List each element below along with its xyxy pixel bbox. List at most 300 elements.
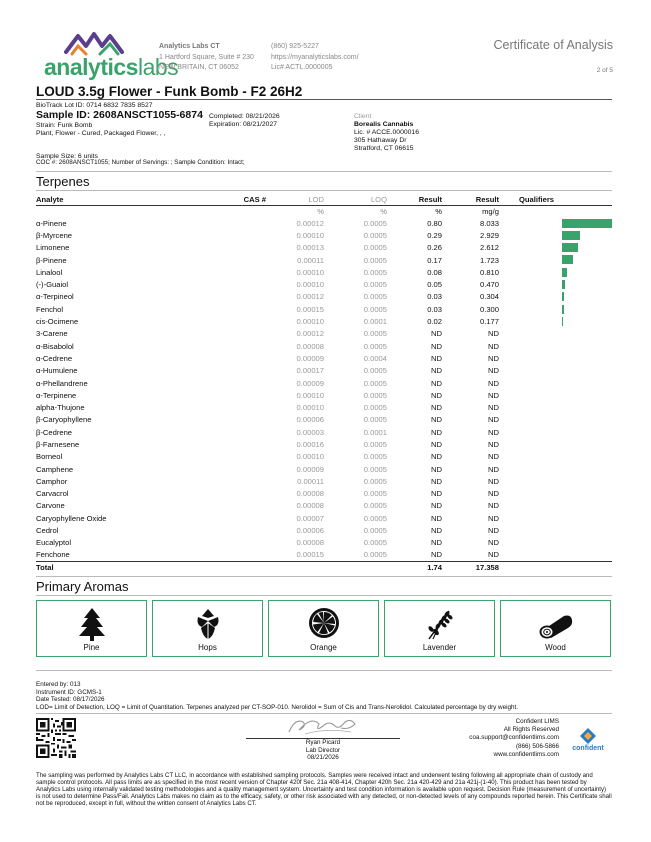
analyte-name: (-)-Guaiol (36, 280, 69, 290)
strain: Strain: Funk Bomb (36, 122, 93, 129)
aroma-card-pine (36, 600, 147, 657)
table-row (36, 365, 612, 377)
qualifier-cell (499, 303, 612, 315)
lims-rights: All Rights Reserved (503, 726, 559, 734)
aromas-title: Primary Aromas (36, 579, 129, 594)
cas-number (226, 488, 266, 500)
analyte-name: Camphene (36, 464, 74, 474)
analyte-name: α-Humulene (36, 366, 78, 376)
lod-note: LOD= Limit of Detection, LOQ = Limit of Quantitation. Terpenes analyzed per CT-SOP-010. Nerolidol = Sum of Cis and Trans-Nerolidol. Calculated percentage by dry weight. (36, 703, 519, 711)
coc-info: COC #: 2608ANSCT1055; Number of Servings: ; Sample Condition: Intact; (36, 159, 245, 166)
aromas-rule (36, 595, 612, 596)
cas-number (226, 328, 266, 340)
col-result-pct: Result (387, 194, 442, 205)
page-number: 2 of 5 (596, 67, 613, 74)
qualifier-cell (499, 389, 612, 401)
table-row (36, 401, 612, 413)
cas-number (226, 303, 266, 315)
terpenes-title: Terpenes (36, 174, 90, 189)
result-mg: ND (488, 489, 499, 499)
qualifier-cell (499, 463, 612, 475)
result-pct: ND (431, 403, 442, 413)
result-bar (562, 219, 612, 228)
result-mg: ND (488, 476, 499, 486)
lod-value: 0.00007 (296, 513, 324, 523)
terpene-table (36, 194, 612, 574)
result-mg: 2.929 (479, 230, 499, 240)
hops-icon (193, 607, 223, 641)
loq-value: 0.0005 (363, 218, 387, 228)
logo-mountain-icon (64, 30, 124, 56)
loq-value: 0.0005 (363, 501, 387, 511)
table-row (36, 524, 612, 536)
analyte-name: Fenchol (36, 304, 64, 314)
analyte-name: β-Myrcene (36, 230, 73, 240)
aroma-card-wood (500, 600, 611, 657)
confident-logo (568, 728, 608, 758)
result-mg: ND (488, 427, 499, 437)
lod-value: 0.00008 (296, 489, 324, 499)
qualifier-cell (499, 242, 612, 254)
cas-number (226, 537, 266, 549)
analyte-name: Linalool (36, 267, 63, 277)
cas-number (226, 549, 266, 561)
result-bar (562, 317, 563, 326)
aroma-card-orange (268, 600, 379, 657)
lod-value: 0.00012 (296, 218, 324, 228)
table-row (36, 242, 612, 254)
result-mg: ND (488, 329, 499, 339)
analyte-name: 3-Carene (36, 329, 68, 339)
cas-number (226, 315, 266, 327)
result-mg: ND (488, 550, 499, 560)
analyte-name: α-Pinene (36, 218, 67, 228)
lod-value: 0.00016 (296, 439, 324, 449)
result-pct: ND (431, 476, 442, 486)
lab-contact-block (271, 42, 381, 74)
lab-license: Lic# ACTL.0000005 (271, 64, 333, 71)
analyte-name: Carvone (36, 501, 65, 511)
table-row (36, 426, 612, 438)
result-bar (562, 268, 567, 277)
result-mg: ND (488, 538, 499, 548)
sample-id: Sample ID: 2608ANSCT1055-6874 (36, 109, 203, 121)
loq-value: 0.0005 (363, 230, 387, 240)
result-pct: 0.03 (427, 304, 442, 314)
loq-value: 0.0005 (363, 513, 387, 523)
lod-value: 0.00010 (296, 403, 324, 413)
lab-address-line1: 1 Hartford Square, Suite # 230 (159, 53, 254, 61)
analyte-name: Fenchone (36, 550, 70, 560)
cas-number (226, 217, 266, 229)
analyte-name: Carvacrol (36, 489, 69, 499)
lod-value: 0.00003 (296, 427, 324, 437)
result-bar (562, 305, 564, 314)
signatory-role: Lab Director (305, 746, 341, 754)
result-pct: 0.05 (427, 280, 442, 290)
lod-value: 0.00006 (296, 415, 324, 425)
table-row (36, 488, 612, 500)
table-row (36, 438, 612, 450)
table-row (36, 352, 612, 364)
lab-website[interactable]: https://myanalyticslabs.com/ (271, 53, 359, 61)
result-bar (562, 255, 573, 264)
loq-value: 0.0005 (363, 550, 387, 560)
cas-number (226, 500, 266, 512)
table-row (36, 229, 612, 241)
qualifier-cell (499, 340, 612, 352)
qualifier-cell (499, 414, 612, 426)
cas-number (226, 278, 266, 290)
analyte-name: α-Bisabolol (36, 341, 74, 351)
loq-value: 0.0005 (363, 280, 387, 290)
cas-number (226, 463, 266, 475)
cas-number (226, 438, 266, 450)
col-qualifiers: Qualifiers (499, 194, 612, 205)
loq-value: 0.0005 (363, 452, 387, 462)
lod-value: 0.00010 (296, 267, 324, 277)
matrix: Plant, Flower - Cured, Packaged Flower, , , (36, 130, 166, 137)
col-loq: LOQ (324, 194, 387, 205)
result-pct: 0.08 (427, 267, 442, 277)
cas-number (226, 291, 266, 303)
result-pct: ND (431, 427, 442, 437)
cas-number (226, 524, 266, 536)
test-notes (36, 681, 612, 711)
qualifier-cell (499, 512, 612, 524)
loq-value: 0.0005 (363, 255, 387, 265)
result-mg: ND (488, 390, 499, 400)
cas-number (226, 377, 266, 389)
table-row (36, 463, 612, 475)
analyte-name: α-Terpineol (36, 292, 74, 302)
analyte-name: Limonene (36, 243, 70, 253)
table-row (36, 328, 612, 340)
client-address2: Stratford, CT 06615 (354, 145, 414, 152)
entered-by: Entered by: 013 (36, 681, 81, 688)
unit-loq: % (380, 206, 387, 216)
cas-number (226, 352, 266, 364)
lims-phone: (866) 506-5866 (515, 742, 559, 750)
result-mg: ND (488, 378, 499, 388)
qualifier-cell (499, 229, 612, 241)
result-mg: ND (488, 526, 499, 536)
qualifier-cell (499, 475, 612, 487)
lod-value: 0.00012 (296, 329, 324, 339)
qr-code-icon[interactable] (36, 718, 76, 758)
cas-number (226, 512, 266, 524)
lab-phone: (860) 925-5227 (271, 43, 319, 50)
pine-tree-icon (78, 607, 106, 641)
result-pct: ND (431, 329, 442, 339)
confident-logo-mark-icon (578, 728, 598, 744)
unit-result-pct: % (435, 206, 442, 216)
qualifier-cell (499, 537, 612, 549)
qualifier-cell (499, 549, 612, 561)
cas-number (226, 389, 266, 401)
lod-value: 0.00010 (296, 280, 324, 290)
qualifier-cell (499, 524, 612, 536)
table-row (36, 500, 612, 512)
table-row (36, 451, 612, 463)
qualifier-cell (499, 291, 612, 303)
analyte-name: β-Cedrene (36, 427, 73, 437)
result-pct: ND (431, 501, 442, 511)
table-row (36, 389, 612, 401)
total-label: Total (36, 561, 226, 573)
lod-value: 0.00006 (296, 526, 324, 536)
result-pct: ND (431, 353, 442, 363)
cas-number (226, 426, 266, 438)
analyte-name: β-Pinene (36, 255, 67, 265)
cas-number (226, 266, 266, 278)
loq-value: 0.0005 (363, 390, 387, 400)
result-mg: 0.470 (479, 280, 499, 290)
analyte-name: α-Terpinene (36, 390, 77, 400)
confident-logo-text: confident (572, 745, 604, 752)
table-row (36, 266, 612, 278)
sample-size: Sample Size: 6 units (36, 153, 98, 160)
lab-address-block (159, 42, 269, 74)
qualifier-cell (499, 365, 612, 377)
aromas-rule-bottom (36, 670, 612, 671)
result-pct: 0.02 (427, 317, 442, 327)
aromas-rule-top (36, 576, 612, 577)
loq-value: 0.0005 (363, 292, 387, 302)
result-mg: ND (488, 513, 499, 523)
table-header-row (36, 194, 612, 205)
total-mg: 17.358 (442, 561, 499, 573)
col-lod: LOD (266, 194, 324, 205)
analyte-name: β-Caryophyllene (36, 415, 92, 425)
lod-value: 0.00008 (296, 538, 324, 548)
result-pct: ND (431, 526, 442, 536)
unit-lod: % (317, 206, 324, 216)
completed-date: Completed: 08/21/2026 (209, 113, 280, 120)
qualifier-cell (499, 451, 612, 463)
cas-number (226, 229, 266, 241)
result-mg: ND (488, 341, 499, 351)
section-rule-top (36, 171, 612, 172)
loq-value: 0.0005 (363, 489, 387, 499)
orange-slice-icon (308, 607, 340, 639)
lod-value: 0.00009 (296, 464, 324, 474)
result-mg: ND (488, 403, 499, 413)
result-pct: ND (431, 513, 442, 523)
lod-value: 0.00011 (297, 255, 324, 265)
lims-name: Confident LIMS (515, 718, 559, 725)
title-rule (36, 99, 612, 100)
qualifier-cell (499, 438, 612, 450)
result-bar (562, 292, 564, 301)
result-pct: ND (431, 390, 442, 400)
legal-disclaimer: The sampling was performed by Analytics Labs CT LLC, in accordance with established sampling protocols. Samples were received intact and underwent testing following all appropriate chain of custody and sample control protocols. All pass limits are as specified in the most recent version of Chapter 420f Sec. 21a 408-414, Chapter 420h Sec. 21a 420-429 and 21a 421j-(1-40). This product has been tested by Analytics Labs using internally validated testing methodologies and a quality management system. Uncertainty and test condition information is available upon request. Decision Rule (measurement of uncertainty) is not used to determine Pass/Fail. Analytics Labs makes no claim as to the efficacy, safety, or other risk associated with any detected, or non-detected levels of any compounds reported herein. This Certificate shall not be reproduced, except in full, without the written consent of Analytics Labs CT. (36, 772, 612, 807)
log-icon (538, 610, 574, 640)
result-mg: 8.033 (479, 218, 499, 228)
client-name: Borealis Cannabis (354, 121, 414, 128)
result-bar (562, 231, 580, 240)
aroma-label-orange: Orange (310, 643, 337, 652)
result-pct: ND (431, 366, 442, 376)
cas-number (226, 451, 266, 463)
result-mg: ND (488, 353, 499, 363)
biotrack-lot-id: BioTrack Lot ID: 0714 6832 7835 8527 (36, 102, 153, 109)
lod-value: 0.00010 (296, 317, 324, 327)
qualifier-cell (499, 266, 612, 278)
units-row (36, 205, 612, 217)
client-block (354, 113, 419, 153)
analyte-name: Caryophyllene Oxide (36, 513, 107, 523)
instrument-id: Instrument ID: GCMS-1 (36, 688, 102, 696)
analyte-name: cis-Ocimene (36, 317, 79, 327)
loq-value: 0.0005 (363, 526, 387, 536)
table-row (36, 537, 612, 549)
lab-name: Analytics Labs CT (159, 43, 220, 50)
result-pct: 0.03 (427, 292, 442, 302)
loq-value: 0.0005 (363, 464, 387, 474)
client-license: Lic. # ACCE.0000016 (354, 129, 419, 136)
section-rule-terpenes (36, 190, 612, 191)
loq-value: 0.0004 (363, 353, 387, 363)
result-mg: 0.177 (479, 317, 499, 327)
table-row (36, 340, 612, 352)
aroma-card-hops (152, 600, 263, 657)
result-pct: ND (431, 341, 442, 351)
client-label: Client (354, 113, 372, 120)
lod-value: 0.00009 (296, 378, 324, 388)
total-row (36, 561, 612, 573)
qualifier-cell (499, 352, 612, 364)
table-row (36, 414, 612, 426)
col-cas: CAS # (226, 194, 266, 205)
table-row (36, 217, 612, 229)
qualifier-cell (499, 377, 612, 389)
table-row (36, 303, 612, 315)
lod-value: 0.00015 (296, 304, 324, 314)
analyte-name: alpha-Thujone (36, 403, 85, 413)
cas-number (226, 365, 266, 377)
lod-value: 0.00011 (297, 476, 324, 486)
qualifier-cell (499, 217, 612, 229)
signatory-block (246, 739, 400, 762)
result-pct: ND (431, 378, 442, 388)
lod-value: 0.00013 (296, 243, 324, 253)
loq-value: 0.0005 (363, 439, 387, 449)
loq-value: 0.0005 (363, 378, 387, 388)
result-pct: ND (431, 439, 442, 449)
unit-result-mg: mg/g (482, 206, 499, 216)
document-title: Certificate of Analysis (493, 38, 613, 52)
table-row (36, 549, 612, 561)
qualifier-cell (499, 254, 612, 266)
qualifier-cell (499, 426, 612, 438)
col-analyte: Analyte (36, 194, 226, 205)
result-bar (562, 280, 565, 289)
signatory-name: Ryan Picard (305, 739, 341, 746)
table-row (36, 377, 612, 389)
result-pct: 0.26 (427, 243, 442, 253)
result-mg: 0.300 (479, 304, 499, 314)
result-mg: 1.723 (479, 255, 499, 265)
cas-number (226, 340, 266, 352)
qualifier-cell (499, 488, 612, 500)
result-pct: ND (431, 415, 442, 425)
result-mg: ND (488, 464, 499, 474)
aroma-label-hops: Hops (198, 643, 217, 652)
lab-logo (38, 30, 179, 80)
cas-number (226, 475, 266, 487)
lod-value: 0.00017 (296, 366, 324, 376)
loq-value: 0.0005 (363, 341, 387, 351)
table-row (36, 475, 612, 487)
product-title: LOUD 3.5g Flower - Funk Bomb - F2 26H2 (36, 84, 303, 99)
loq-value: 0.0001 (363, 317, 387, 327)
result-mg: ND (488, 415, 499, 425)
qualifier-cell (499, 278, 612, 290)
analyte-name: α-Phellandrene (36, 378, 88, 388)
lod-value: 0.00012 (296, 292, 324, 302)
analyte-name: Borneol (36, 452, 63, 462)
qualifier-cell (499, 328, 612, 340)
lab-address-line2: NEW BRITAIN, CT 06052 (159, 64, 239, 71)
loq-value: 0.0005 (363, 403, 387, 413)
result-mg: 2.612 (479, 243, 499, 253)
total-pct: 1.74 (387, 561, 442, 573)
lims-site[interactable]: www.confidentlims.com (493, 750, 559, 758)
col-result-mg: Result (442, 194, 499, 205)
result-mg: 0.304 (479, 292, 499, 302)
lod-value: 0.00008 (296, 501, 324, 511)
aroma-label-lavender: Lavender (422, 643, 457, 652)
cas-number (226, 414, 266, 426)
table-row (36, 278, 612, 290)
result-mg: ND (488, 366, 499, 376)
lims-block (430, 718, 559, 759)
result-mg: ND (488, 501, 499, 511)
loq-value: 0.0005 (363, 476, 387, 486)
result-pct: ND (431, 452, 442, 462)
cas-number (226, 401, 266, 413)
lod-value: 0.00015 (296, 550, 324, 560)
table-row (36, 254, 612, 266)
lod-value: 0.00008 (296, 341, 324, 351)
loq-value: 0.0001 (363, 427, 387, 437)
result-mg: ND (488, 439, 499, 449)
result-bar (562, 243, 578, 252)
cas-number (226, 242, 266, 254)
loq-value: 0.0005 (363, 267, 387, 277)
aroma-label-wood: Wood (545, 643, 566, 652)
client-address1: 305 Hathaway Dr (354, 137, 407, 144)
table-row (36, 315, 612, 327)
result-pct: 0.17 (427, 255, 442, 265)
loq-value: 0.0005 (363, 243, 387, 253)
aroma-label-pine: Pine (83, 643, 100, 652)
loq-value: 0.0005 (363, 366, 387, 376)
signature-date: 08/21/2026 (307, 754, 339, 762)
analyte-name: Eucalyptol (36, 538, 72, 548)
cas-number (226, 254, 266, 266)
analyte-name: Cedrol (36, 526, 59, 536)
result-pct: ND (431, 538, 442, 548)
lims-email[interactable]: coa.support@confidentlims.com (469, 734, 559, 742)
result-mg: ND (488, 452, 499, 462)
signature-image (285, 714, 365, 738)
date-tested: Date Tested: 08/17/2026 (36, 696, 105, 704)
result-pct: 0.80 (427, 218, 442, 228)
result-pct: ND (431, 550, 442, 560)
logo-text-labs: labs (137, 54, 179, 80)
